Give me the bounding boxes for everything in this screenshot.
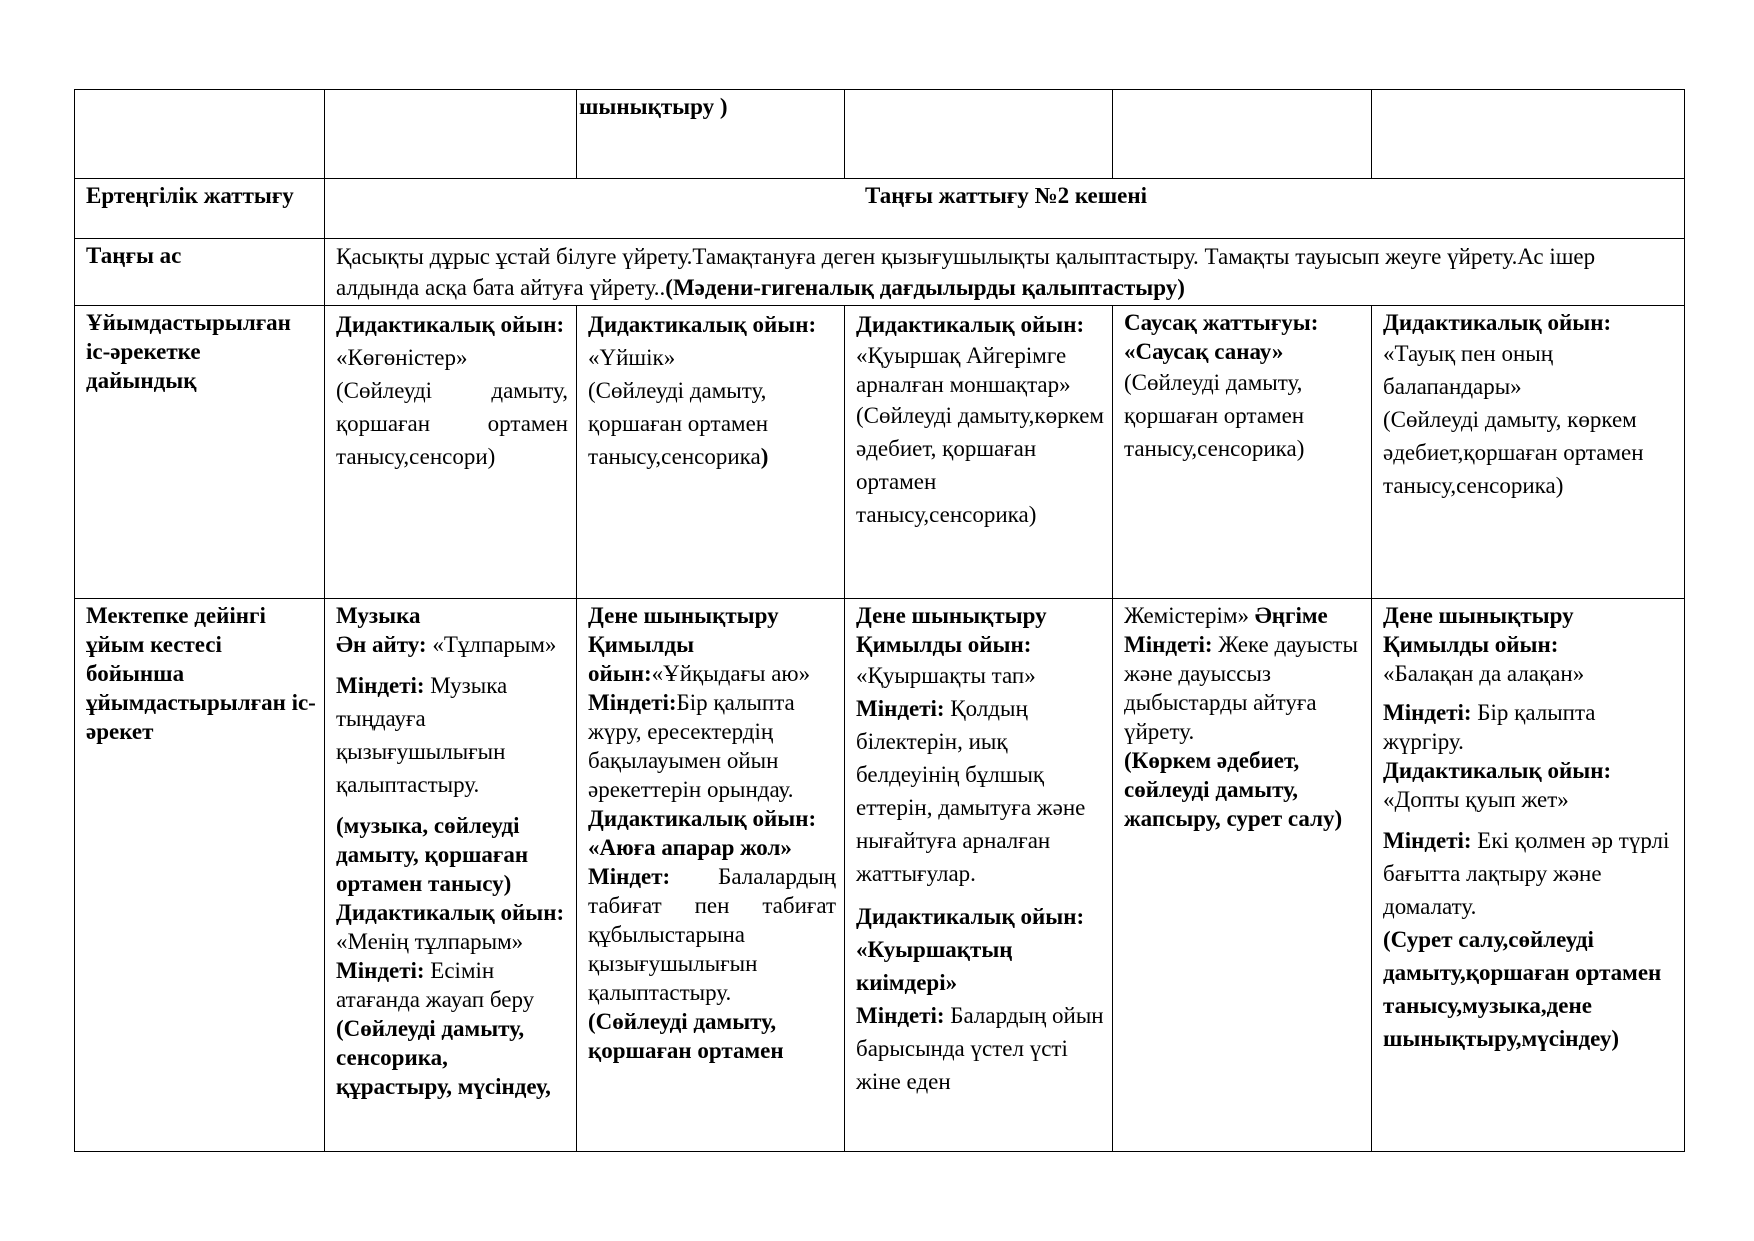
task-text: Музыка тыңдауға қызығушылығын қалыптастыру. bbox=[336, 673, 508, 797]
prep-heading: Дидактикалық ойын: bbox=[588, 312, 817, 337]
task-label: Міндеті: bbox=[1383, 828, 1472, 853]
activity-title: Музыка bbox=[336, 603, 421, 628]
row-label-breakfast bbox=[75, 239, 325, 306]
game-heading: Қимылды ойын: bbox=[588, 632, 695, 686]
task-label: Міндеті: bbox=[1124, 632, 1213, 657]
prep-areas-close: ) bbox=[760, 444, 769, 469]
exercise-title-cell bbox=[325, 179, 1685, 239]
table-cell bbox=[1372, 90, 1685, 179]
song-name: «Тұлпарым» bbox=[426, 632, 557, 657]
task-label: Міндеті: bbox=[1383, 700, 1472, 725]
row-label-text: Таңғы ас bbox=[86, 243, 182, 268]
prep-heading: Дидактикалық ойын: bbox=[1383, 310, 1612, 335]
row-label-text: Ұйымдастырылған іс-әрекетке дайындық bbox=[86, 310, 291, 393]
table-cell bbox=[325, 90, 577, 179]
table-cell bbox=[577, 90, 845, 179]
game-heading: Дидактикалық ойын: bbox=[336, 900, 565, 925]
areas-text: (Сөйлеуді дамыту, сенсорика, құрастыру, мүсіндеу, bbox=[336, 1016, 551, 1099]
schedule-cell-3 bbox=[845, 599, 1113, 1152]
lead-text: Жемістерім» bbox=[1124, 603, 1255, 628]
task-text: Екі қолмен әр түрлі бағытта лақтыру және домалату. bbox=[1383, 828, 1670, 919]
row-label-exercise bbox=[75, 179, 325, 239]
prep-cell-5 bbox=[1372, 306, 1685, 599]
game-name: «Менің тұлпарым» bbox=[336, 929, 524, 954]
areas-text: (Көркем әдебиет, сөйлеуді дамыту, жапсыру, сурет салу) bbox=[1124, 748, 1343, 831]
prep-cell-3 bbox=[845, 306, 1113, 599]
activity-title: Дене шынықтыру bbox=[1383, 603, 1574, 628]
table-row bbox=[75, 306, 1685, 599]
table-cell bbox=[1113, 90, 1372, 179]
game-name: «Балақан да алақан» bbox=[1383, 661, 1585, 686]
game-heading: Дидактикалық ойын: bbox=[588, 806, 817, 831]
prep-areas: (Сөйлеуді дамыту, қоршаған ортамен танысу,сенсорика) bbox=[1124, 370, 1305, 461]
table-cell bbox=[75, 90, 325, 179]
task-text: Балалардың табиғат пен табиғат құбылыстарына қызығушылығын қалыптастыру. bbox=[588, 864, 836, 1005]
song-label: Ән айту: bbox=[336, 632, 427, 657]
task-label: Міндеті: bbox=[588, 690, 677, 715]
game-heading: Дидактикалық ойын: bbox=[856, 904, 1085, 929]
task-label: Міндеті: bbox=[336, 673, 425, 698]
document-page bbox=[74, 89, 1684, 1152]
task-text: Есімін атағанда жауап беру bbox=[336, 958, 535, 1012]
task-text: Жеке дауысты және дауыссыз дыбыстарды айтуға үйрету. bbox=[1124, 632, 1358, 744]
table-row bbox=[75, 599, 1685, 1152]
game-heading: Қимылды ойын: bbox=[856, 632, 1032, 657]
game-heading: Дидактикалық ойын: bbox=[1383, 758, 1612, 783]
areas-text: (музыка, сөйлеуді дамыту, қоршаған ортамен танысу) bbox=[336, 813, 529, 896]
game-heading: Қимылды ойын: bbox=[1383, 632, 1559, 657]
prep-areas: (Сөйлеуді дамыту, қоршаған ортамен танысу,сенсори) bbox=[336, 378, 568, 469]
row-label-schedule bbox=[75, 599, 325, 1152]
row-label-prep bbox=[75, 306, 325, 599]
lead-bold: Әңгіме bbox=[1254, 603, 1328, 628]
table-row bbox=[75, 179, 1685, 239]
activity-title: Дене шынықтыру bbox=[588, 603, 779, 628]
breakfast-bold: (Мәдени-гигеналық дағдылырды қалыптастыру) bbox=[665, 275, 1185, 300]
cell-text: шынықтыру ) bbox=[579, 94, 728, 119]
task-text: Бір қалыпта жүргіру. bbox=[1383, 700, 1596, 754]
prep-game: «Қуыршақ Айгерімге арналған моншақтар» bbox=[856, 343, 1071, 397]
game-name: «Қуыршақты тап» bbox=[856, 663, 1036, 688]
task-label: Міндеті: bbox=[856, 1003, 945, 1028]
prep-heading: Дидактикалық ойын: bbox=[856, 312, 1085, 337]
exercise-title: Таңғы жаттығу №2 кешені bbox=[864, 183, 1148, 208]
schedule-cell-5 bbox=[1372, 599, 1685, 1152]
task-label: Міндет: bbox=[588, 864, 671, 889]
game-name: «Допты қуып жет» bbox=[1383, 787, 1569, 812]
table-row bbox=[75, 239, 1685, 306]
prep-cell-4 bbox=[1113, 306, 1372, 599]
areas-text: (Сөйлеуді дамыту, қоршаған ортамен bbox=[588, 1009, 784, 1063]
table-cell bbox=[845, 90, 1113, 179]
prep-game: «Үйшік» bbox=[588, 345, 676, 370]
row-label-text: Ертеңгілік жаттығу bbox=[86, 183, 294, 208]
prep-game: «Саусақ санау» bbox=[1124, 339, 1284, 364]
areas-text: (Сурет салу,сөйлеуді дамыту,қоршаған ортамен танысу,музыка,дене шынықтыру,мүсіндеу) bbox=[1383, 927, 1662, 1051]
task-text: Бір қалыпта жүру, ересектердің бақылауымен ойын әрекеттерін орындау. bbox=[588, 690, 795, 802]
prep-cell-2 bbox=[577, 306, 845, 599]
prep-game: «Көгөністер» bbox=[336, 345, 468, 370]
game-name: «Ұйқыдағы аю» bbox=[651, 661, 811, 686]
breakfast-text: Қасықты дұрыс ұстай білуге үйрету.Тамақтануға деген қызығушылықты қалыптастыру. Тамақты тауысып жеуге үйрету.Ас ішер алдында асқа бата айтуға үйрету.. bbox=[336, 244, 1596, 300]
prep-areas: (Сөйлеуді дамыту,көркем әдебиет, қоршаған ортамен танысу,сенсорика) bbox=[856, 403, 1104, 527]
prep-heading: Дидактикалық ойын: bbox=[336, 312, 565, 337]
schedule-cell-4 bbox=[1113, 599, 1372, 1152]
game-name: «Куыршақтың киімдері» bbox=[856, 937, 1013, 995]
task-label: Міндеті: bbox=[336, 958, 425, 983]
schedule-cell-1 bbox=[325, 599, 577, 1152]
row-label-text: Мектепке дейінгі ұйым кестесі бойынша ұйымдастырылған іс-әрекет bbox=[86, 603, 316, 744]
prep-heading: Саусақ жаттығуы: bbox=[1124, 310, 1319, 335]
prep-areas: (Сөйлеуді дамыту, көркем әдебиет,қоршаған ортамен танысу,сенсорика) bbox=[1383, 407, 1644, 498]
prep-game: «Тауық пен оның балапандары» bbox=[1383, 341, 1554, 399]
breakfast-cell bbox=[325, 239, 1685, 306]
table-row bbox=[75, 90, 1685, 179]
task-label: Міндеті: bbox=[856, 696, 945, 721]
task-text: Балардың ойын барысында үстел үсті жіне еден bbox=[856, 1003, 1104, 1094]
task-text: Қолдың білектерін, иық белдеуінің бұлшық еттерін, дамытуға және нығайтуға арналған жаттығулар. bbox=[856, 696, 1086, 886]
game-name: «Аюға апарар жол» bbox=[588, 835, 792, 860]
activity-title: Дене шынықтыру bbox=[856, 603, 1047, 628]
schedule-cell-2 bbox=[577, 599, 845, 1152]
prep-areas: (Сөйлеуді дамыту, қоршаған ортамен танысу,сенсорика bbox=[588, 378, 769, 469]
prep-cell-1 bbox=[325, 306, 577, 599]
schedule-table bbox=[74, 89, 1685, 1152]
